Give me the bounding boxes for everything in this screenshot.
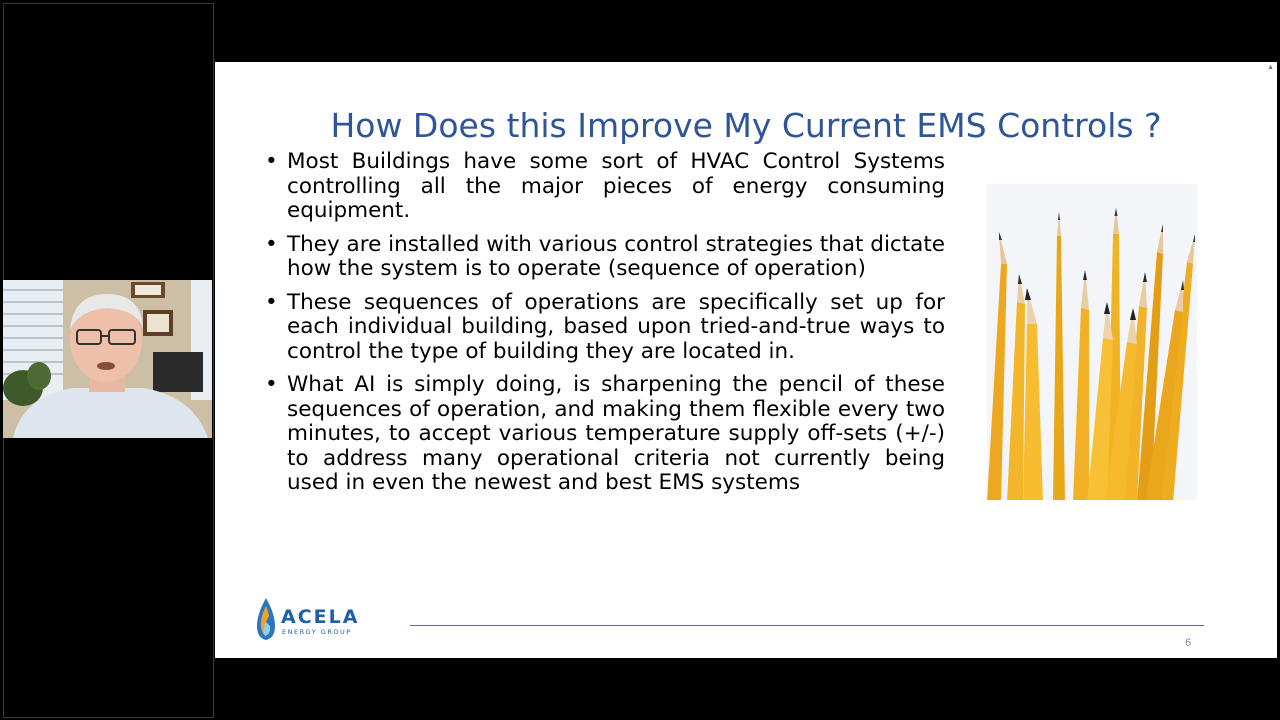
- pencils-illustration: [987, 184, 1197, 500]
- bullet-marker: •: [265, 372, 278, 397]
- bullet-text: Most Buildings have some sort of HVAC Control Systems controlling all the major pieces of energy consuming equipment.: [287, 149, 945, 223]
- bullet-marker: •: [265, 289, 278, 315]
- slide-title: How Does this Improve My Current EMS Controls ?: [330, 106, 1162, 146]
- footer-divider: [410, 625, 1204, 626]
- logo-name: ACELA: [281, 606, 360, 628]
- bullet-text: What AI is simply doing, is sharpening the pencil of these sequences of operation, and making them flexible every two minutes, to accept various temperature supply off-sets (+/-) to address many operational criteria not currently being used in even the newest and best EMS systems: [287, 372, 945, 495]
- company-logo: [251, 596, 371, 642]
- bullet-item: [265, 373, 945, 496]
- pencils-image: [987, 184, 1197, 500]
- bullet-item: [265, 291, 945, 365]
- bullet-text: These sequences of operations are specifically set up for each individual building, based upon tried-and-true ways to control the type of building they are located in.: [287, 289, 945, 364]
- bullet-list: [265, 150, 945, 505]
- bullet-text: They are installed with various control strategies that dictate how the system is to operate (sequence of operation): [287, 231, 945, 281]
- flame-drop-icon: [251, 596, 281, 642]
- bullet-item: [265, 150, 945, 224]
- presentation-slide: [215, 62, 1277, 658]
- bullet-marker: •: [265, 149, 278, 174]
- slide-page-number: 6: [1185, 637, 1192, 649]
- scroll-indicator-icon: ▲: [1267, 64, 1274, 71]
- speaker-webcam[interactable]: [3, 280, 212, 438]
- bullet-marker: •: [265, 231, 278, 257]
- logo-tagline: ENERGY GROUP: [282, 628, 352, 636]
- bullet-item: [265, 233, 945, 282]
- speaker-video-feed: [3, 280, 212, 438]
